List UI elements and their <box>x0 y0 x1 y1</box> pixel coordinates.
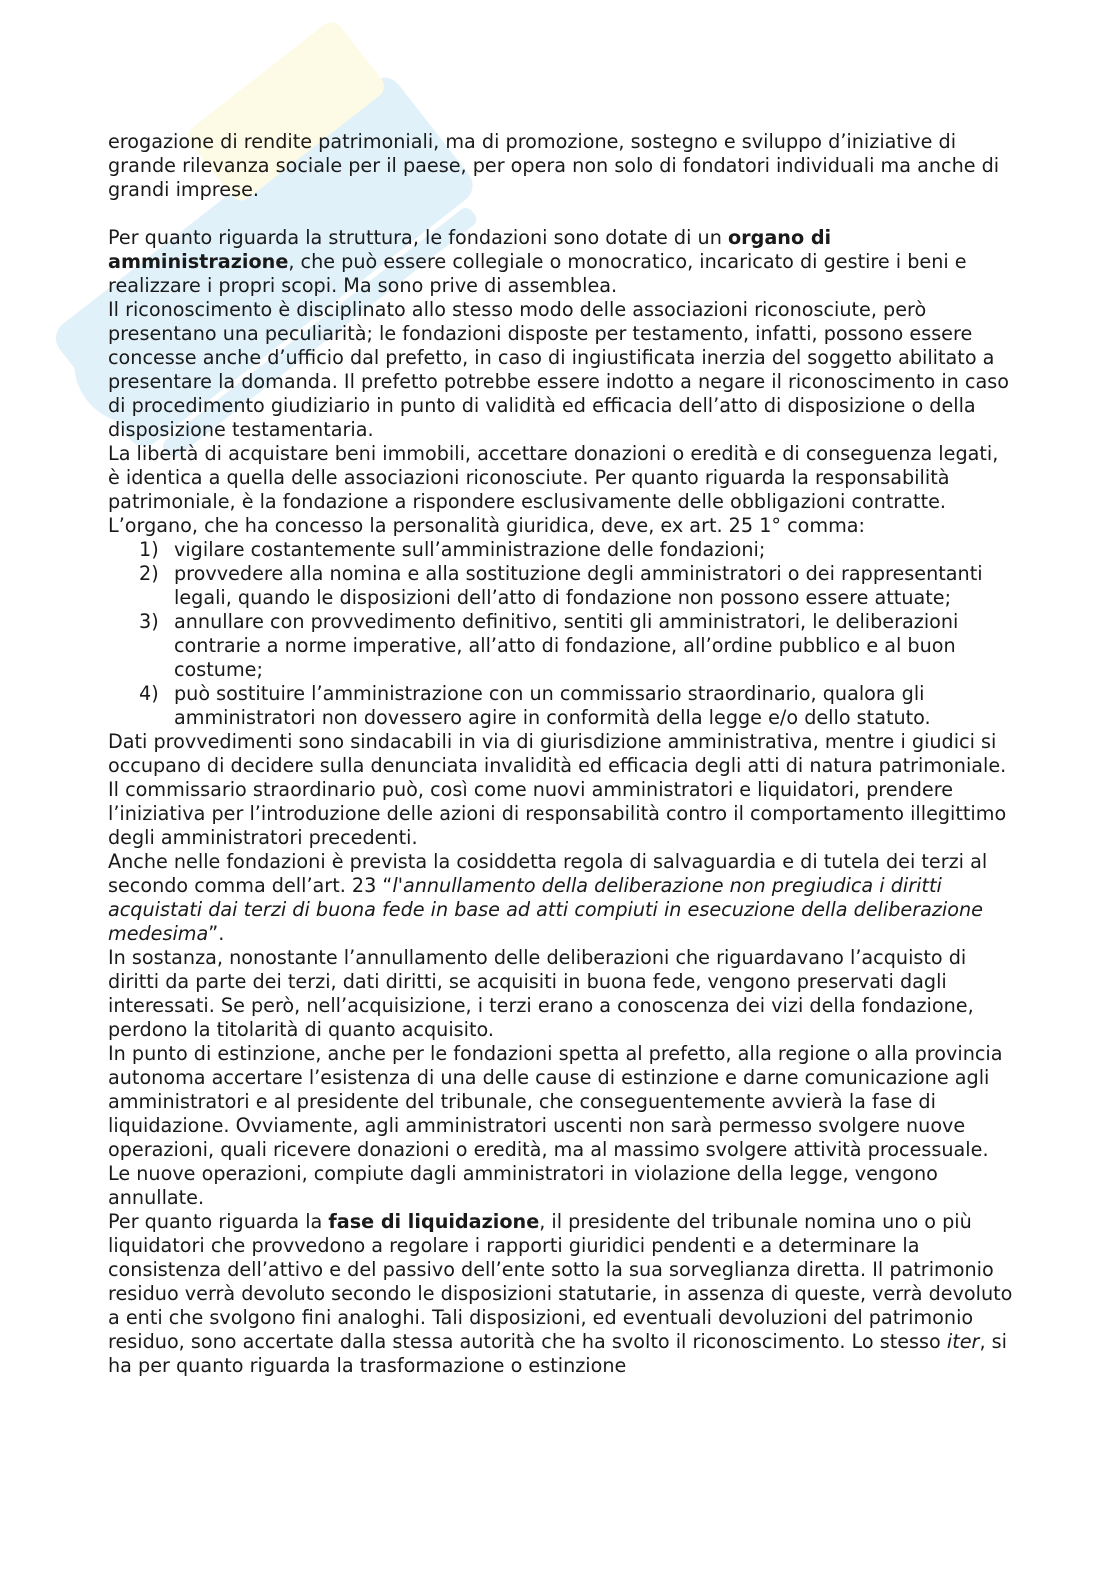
list-text: annullare con provvedimento definitivo, sentiti gli amministratori, le deliberazioni contrarie a norme imperative, all’atto di fondazione, all’ordine pubblico e al buon costume; <box>174 610 959 681</box>
paragraph: La libertà di acquistare beni immobili, accettare donazioni o eredità e di conseguenza legati, è identica a quella delle associazioni riconosciute. Per quanto riguarda la responsabilità patrimoniale, è la fondazione a rispondere esclusivamente delle obbligazioni contratte. <box>108 442 999 513</box>
paragraph <box>108 226 1013 298</box>
text-run: , si ha per quanto riguarda la trasformazione o estinzione <box>108 1330 1007 1377</box>
paragraph <box>108 1210 1013 1378</box>
bold-term: fase di liquidazione <box>328 1210 540 1233</box>
list-number: 1) <box>139 538 159 561</box>
italic-term: iter <box>946 1330 980 1353</box>
paragraph-spacer <box>108 202 1013 226</box>
text-run: Anche nelle fondazioni è prevista la cosiddetta regola di salvaguardia e di tutela dei terzi al secondo comma dell’art. 23 “ <box>108 850 988 897</box>
list-item <box>108 538 1013 562</box>
document-body <box>108 130 1013 1378</box>
list-number: 4) <box>139 682 159 705</box>
list-number: 3) <box>139 610 159 633</box>
list-item <box>108 562 1013 610</box>
paragraph: Il commissario straordinario può, così come nuovi amministratori e liquidatori, prendere l’iniziativa per l’introduzione delle azioni di responsabilità contro il comportamento illegittimo degli amministratori precedenti. <box>108 778 1007 849</box>
paragraph: erogazione di rendite patrimoniali, ma di promozione, sostegno e sviluppo d’iniziative di grande rilevanza sociale per il paese, per opera non solo di fondatori individuali ma anche di grandi imprese. <box>108 130 1000 201</box>
paragraph: In sostanza, nonostante l’annullamento delle deliberazioni che riguardavano l’acquisto di diritti da parte dei terzi, dati diritti, se acquisiti in buona fede, vengono preservati dagli interessati. Se però, nell’acquisizione, i terzi erano a conoscenza dei vizi della fondazione, perdono la titolarità di quanto acquisito. <box>108 946 974 1041</box>
paragraph: L’organo, che ha concesso la personalità giuridica, deve, ex art. 25 1° comma: <box>108 514 865 537</box>
paragraph <box>108 850 1013 946</box>
list-item <box>108 610 1013 682</box>
list-text: vigilare costantemente sull’amministrazione delle fondazioni; <box>174 538 766 561</box>
paragraph: Il riconoscimento è disciplinato allo stesso modo delle associazioni riconosciute, però presentano una peculiarità; le fondazioni disposte per testamento, infatti, possono essere concesse anche d’ufficio dal prefetto, in caso di ingiustificata inerzia del soggetto abilitato a presentare la domanda. Il prefetto potrebbe essere indotto a negare il riconoscimento in caso di procedimento giudiziario in punto di validità ed efficacia dell’atto di disposizione o della disposizione testamentaria. <box>108 298 1009 441</box>
list-number: 2) <box>139 562 159 585</box>
text-run: , il presidente del tribunale nomina uno o più liquidatori che provvedono a regolare i rapporti giuridici pendenti e a determinare la consistenza dell’attivo e del passivo dell’ente sotto la sua sorveglianza diretta. Il patrimonio residuo verrà devoluto secondo le disposizioni statutarie, in assenza di queste, verrà devoluto a enti che svolgono fini analoghi. Tali disposizioni, ed eventuali devoluzioni del patrimonio residuo, sono accertate dalla stessa autorità che ha svolto il riconoscimento. Lo stesso <box>108 1210 1013 1353</box>
paragraph: In punto di estinzione, anche per le fondazioni spetta al prefetto, alla regione o alla provincia autonoma accertare l’esistenza di una delle cause di estinzione e darne comunicazione agli amministratori e al presidente del tribunale, che conseguentemente avvierà la fase di liquidazione. Ovviamente, agli amministratori uscenti non sarà permesso svolgere nuove operazioni, quali ricevere donazioni o eredità, ma al massimo svolgere attività processuale. Le nuove operazioni, compiute dagli amministratori in violazione della legge, vengono annullate. <box>108 1042 1003 1209</box>
italic-quote: l'annullamento della deliberazione non pregiudica i diritti acquistati dai terzi di buona fede in base ad atti compiuti in esecuzione della deliberazione medesima <box>108 874 983 945</box>
text-run: ”. <box>208 922 225 945</box>
list-text: provvedere alla nomina e alla sostituzione degli amministratori o dei rappresentanti legali, quando le disposizioni dell’atto di fondazione non possono essere attuate; <box>174 562 983 609</box>
numbered-list <box>108 538 1013 730</box>
bold-term: organo di amministrazione <box>108 226 832 273</box>
text-run: , che può essere collegiale o monocratico, incaricato di gestire i beni e realizzare i propri scopi. Ma sono prive di assemblea. <box>108 250 967 297</box>
list-text: può sostituire l’amministrazione con un commissario straordinario, qualora gli amministratori non dovessero agire in conformità della legge e/o dello statuto. <box>174 682 931 729</box>
text-run: Per quanto riguarda la struttura, le fondazioni sono dotate di un <box>108 226 728 249</box>
list-item <box>108 682 1013 730</box>
paragraph: Dati provvedimenti sono sindacabili in via di giurisdizione amministrativa, mentre i giudici si occupano di decidere sulla denunciata invalidità ed efficacia degli atti di natura patrimoniale. <box>108 730 1007 777</box>
text-run: Per quanto riguarda la <box>108 1210 329 1233</box>
